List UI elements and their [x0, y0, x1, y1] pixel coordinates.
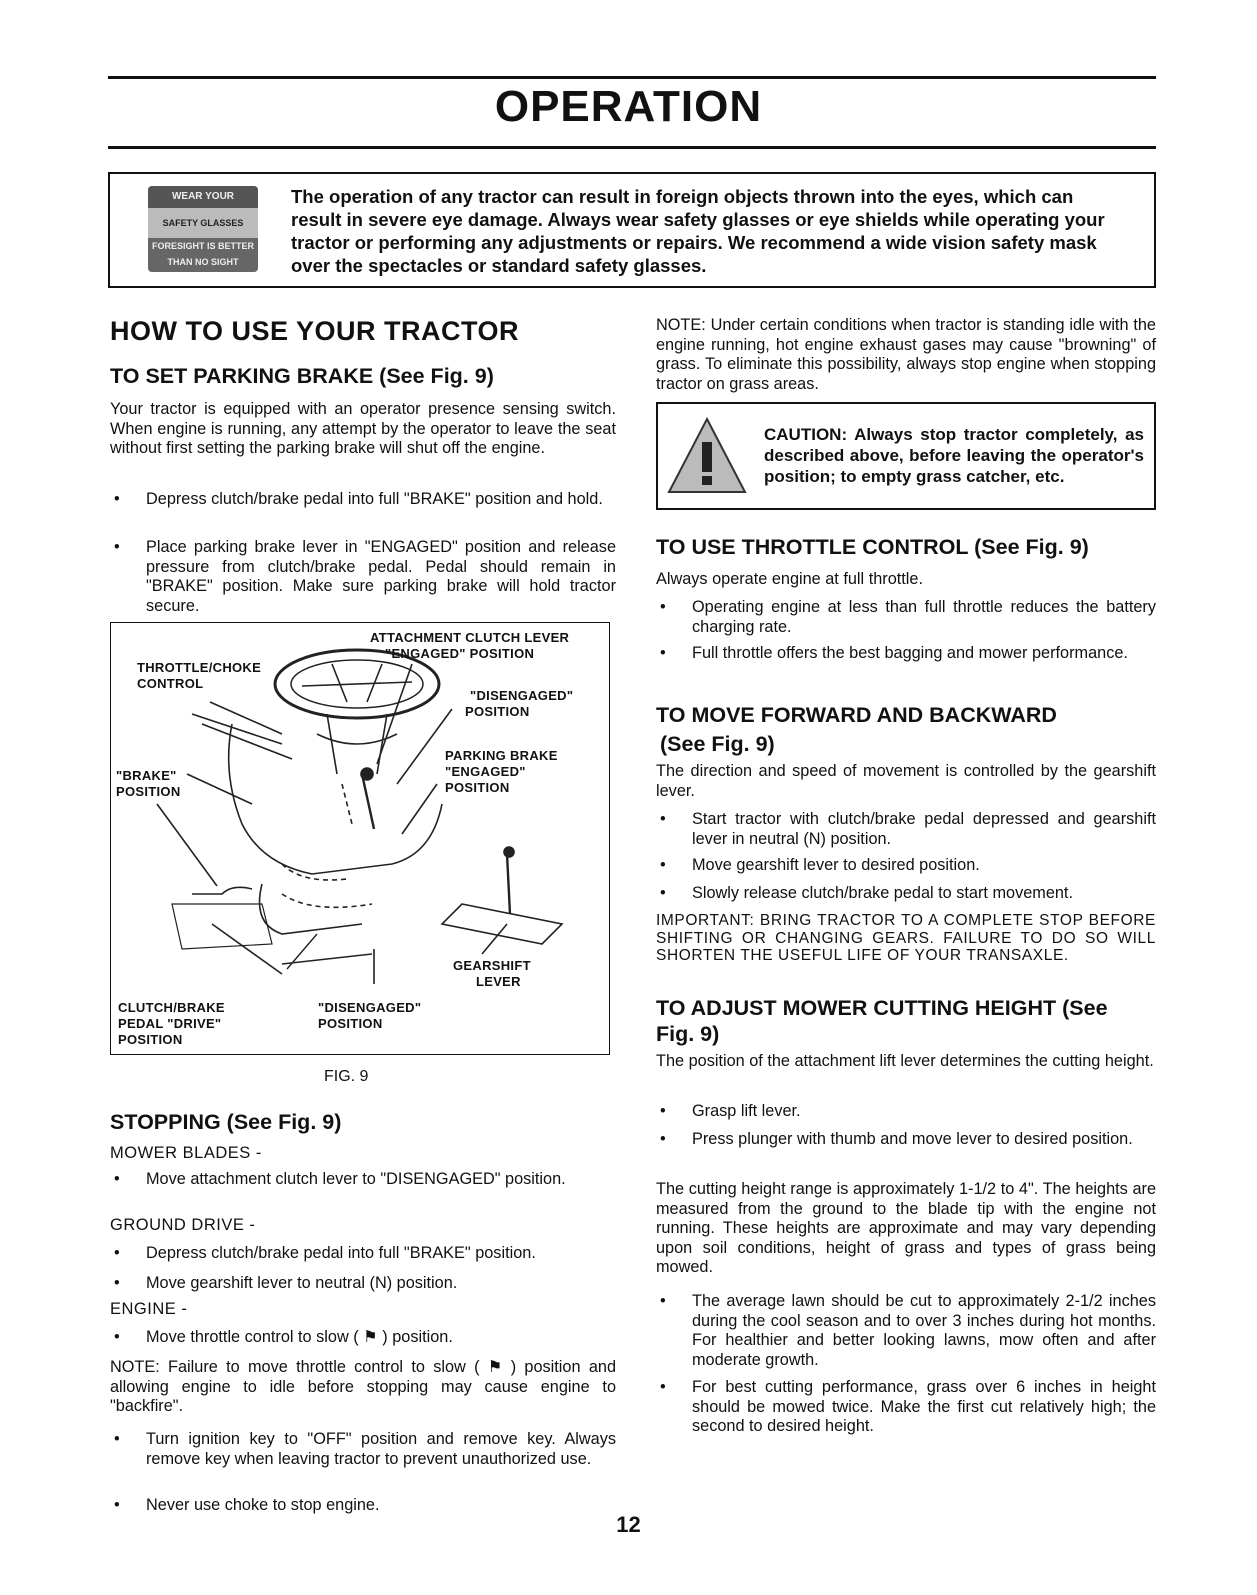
height-intro: The position of the attachment lift lever determines the cutting height.	[656, 1052, 1154, 1070]
move-bullet: • Start tractor with clutch/brake pedal depressed and gearshift lever in neutral (N) position.	[656, 810, 1156, 849]
parking-bullet: • Depress clutch/brake pedal into full "BRAKE" position and hold.	[110, 490, 616, 510]
badge-top: WEAR YOUR	[148, 186, 258, 208]
stopping-note: NOTE: Failure to move throttle control to slow ( ⚑ ) position and allowing engine to idle before stopping may cause engine to "backfire".	[110, 1358, 616, 1415]
exhaust-note: NOTE: Under certain conditions when tractor is standing idle with the engine running, hot engine exhaust gases may cause "browning" of grass. To eliminate this possibility, always stop engine when stopping tractor on grass areas.	[656, 316, 1156, 393]
badge-bottom: FORESIGHT IS BETTER THAN NO SIGHT	[148, 238, 258, 272]
parking-intro: Your tractor is equipped with an operator presence sensing switch. When engine is running, any attempt by the operator to leave the seat without first setting the parking brake will shut off the engine.	[110, 400, 616, 457]
move-bullet: • Slowly release clutch/brake pedal to start movement.	[656, 884, 1156, 904]
safety-glasses-badge-icon	[148, 186, 258, 272]
title-rule	[108, 146, 1156, 149]
fig-label: POSITION	[318, 1016, 383, 1031]
fig-label: PEDAL "DRIVE"	[118, 1016, 222, 1031]
fig-label: CONTROL	[137, 676, 204, 691]
stopping-bullet: • Move attachment clutch lever to "DISENGAGED" position.	[110, 1170, 616, 1190]
fig-label: ATTACHMENT CLUTCH LEVER	[370, 630, 570, 645]
parking-brake-title: TO SET PARKING BRAKE (See Fig. 9)	[110, 364, 494, 388]
stopping-bullet: • Move gearshift lever to neutral (N) position.	[110, 1274, 616, 1294]
stopping-bullet: • Turn ignition key to "OFF" position and remove key. Always remove key when leaving tractor to prevent unauthorized use.	[110, 1430, 616, 1469]
page-title: OPERATION	[494, 82, 763, 131]
move-intro: The direction and speed of movement is controlled by the gearshift lever.	[656, 762, 1156, 800]
warning-line: over the spectacles or standard safety glasses.	[291, 255, 707, 276]
stopping-title: STOPPING (See Fig. 9)	[110, 1110, 342, 1134]
stopping-bullet: • Depress clutch/brake pedal into full "BRAKE" position.	[110, 1244, 616, 1264]
top-rule	[108, 76, 1156, 79]
stopping-bullet: • Never use choke to stop engine.	[110, 1496, 616, 1516]
fig-label: "ENGAGED"	[445, 764, 526, 779]
move-bullet: • Move gearshift lever to desired position.	[656, 856, 1156, 876]
caution-triangle-icon	[666, 416, 748, 496]
throttle-title: TO USE THROTTLE CONTROL (See Fig. 9)	[656, 535, 1089, 559]
fig-label: LEVER	[476, 974, 521, 989]
height-title: TO ADJUST MOWER CUTTING HEIGHT (See	[656, 996, 1108, 1020]
badge-mid: SAFETY GLASSES	[162, 218, 244, 228]
height-bullet: • Press plunger with thumb and move lever to desired position.	[656, 1130, 1156, 1150]
mower-blades-head: MOWER BLADES -	[110, 1144, 262, 1162]
fig-label: THROTTLE/CHOKE	[137, 660, 262, 675]
move-title: TO MOVE FORWARD AND BACKWARD	[656, 703, 1057, 727]
fig-label: "BRAKE"	[116, 768, 177, 783]
fig-label: POSITION	[445, 780, 510, 795]
ground-drive-head: GROUND DRIVE -	[110, 1216, 256, 1234]
parking-bullet: • Place parking brake lever in "ENGAGED" position and release pressure from clutch/brake pedal. Pedal should remain in "BRAKE" position. Make sure parking brake will hold tractor secure.	[110, 538, 616, 616]
throttle-bullet: • Operating engine at less than full throttle reduces the battery charging rate.	[656, 598, 1156, 637]
height-bullet: • The average lawn should be cut to approximately 2-1/2 inches during the cool season and to over 3 inches during hot months. For healthier and better looking lawns, mow often and after moderate growth.	[656, 1292, 1156, 1370]
important-notice: IMPORTANT: BRING TRACTOR TO A COMPLETE STOP BEFORE SHIFTING OR CHANGING GEARS. FAILURE TO DO SO WILL SHORTEN THE USEFUL LIFE OF YOUR TRANSAXLE.	[656, 912, 1156, 964]
throttle-intro: Always operate engine at full throttle.	[656, 570, 923, 588]
height-title-cont: Fig. 9)	[656, 1022, 720, 1046]
fig-label: CLUTCH/BRAKE	[118, 1000, 225, 1015]
fig-label: GEARSHIFT	[453, 958, 531, 973]
fig-label: POSITION	[116, 784, 181, 799]
height-bullet: • Grasp lift lever.	[656, 1102, 1156, 1122]
fig-label: "ENGAGED" POSITION	[385, 646, 535, 661]
warning-line: result in severe eye damage. Always wear safety glasses or eye shields while operating your	[291, 209, 1105, 230]
fig-label: "DISENGAGED"	[318, 1000, 422, 1015]
height-bullet: • For best cutting performance, grass over 6 inches in height should be mowed twice. Make the first cut relatively high; the second to desired height.	[656, 1378, 1156, 1437]
fig-label: "DISENGAGED"	[470, 688, 574, 703]
engine-head: ENGINE -	[110, 1300, 188, 1318]
warning-line: tractor or performing any adjustments or repairs. We recommend a wide vision safety mask	[291, 232, 1097, 253]
page-number: 12	[616, 1512, 641, 1537]
fig-label: POSITION	[465, 704, 530, 719]
stopping-bullet: • Move throttle control to slow ( ⚑ ) position.	[110, 1328, 616, 1348]
section-heading: HOW TO USE YOUR TRACTOR	[110, 316, 520, 346]
move-title-cont: (See Fig. 9)	[660, 732, 775, 756]
height-range: The cutting height range is approximately 1-1/2 to 4". The heights are measured from the ground to the blade tip with the engine not running. These heights are approximate and may vary depending upon soil conditions, height of grass and types of grass being mowed.	[656, 1180, 1156, 1276]
fig-label: POSITION	[118, 1032, 183, 1047]
fig-label: PARKING BRAKE	[445, 748, 558, 763]
figure-caption: FIG. 9	[324, 1068, 369, 1085]
throttle-bullet: • Full throttle offers the best bagging and mower performance.	[656, 644, 1156, 664]
warning-line: The operation of any tractor can result in foreign objects thrown into the eyes, which can	[291, 186, 1074, 207]
caution-text: CAUTION: Always stop tractor completely, as described above, before leaving the operator's position; to empty grass catcher, etc.	[764, 425, 1144, 486]
